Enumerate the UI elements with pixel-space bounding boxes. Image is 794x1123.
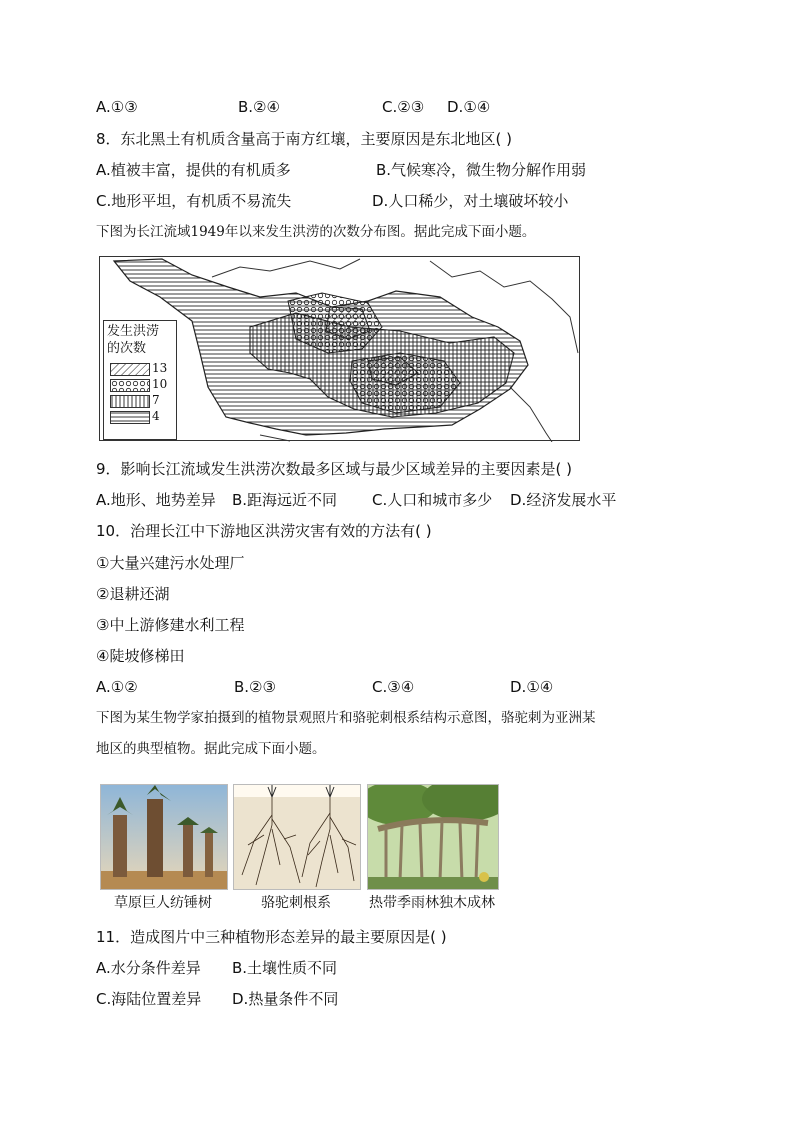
q11-option-a: A.水分条件差异 bbox=[96, 959, 201, 977]
q11-option-b: B.土壤性质不同 bbox=[232, 959, 338, 977]
q7-option-b: B.②④ bbox=[238, 98, 280, 116]
q9-option-b: B.距海远近不同 bbox=[232, 491, 338, 509]
q9-stem: 9．影响长江流域发生洪涝次数最多区域与最少区域差异的主要因素是( ) bbox=[96, 460, 573, 478]
q10-option-d: D.①④ bbox=[510, 678, 554, 696]
legend-level-10: 10 bbox=[152, 377, 168, 391]
q10-item-4: ④陡坡修梯田 bbox=[96, 647, 185, 665]
q10-item-3: ③中上游修建水利工程 bbox=[96, 616, 245, 634]
legend-swatch-4 bbox=[110, 411, 150, 424]
legend-swatch-10 bbox=[110, 379, 150, 392]
q11-option-c: C.海陆位置差异 bbox=[96, 990, 202, 1008]
q11-stem: 11．造成图片中三种植物形态差异的最主要原因是( ) bbox=[96, 928, 447, 946]
banyan-forest-photo bbox=[367, 784, 499, 890]
border-line bbox=[260, 435, 290, 441]
q10-stem: 10．治理长江中下游地区洪涝灾害有效的方法有( ) bbox=[96, 522, 432, 540]
map-legend bbox=[103, 320, 177, 440]
intro-flood-map: 下图为长江流域1949年以来发生洪涝的次数分布图。据此完成下面小题。 bbox=[96, 224, 536, 240]
legend-title bbox=[107, 323, 159, 357]
legend-title-line-2: 的次数 bbox=[107, 341, 147, 356]
q10-option-c: C.③④ bbox=[372, 678, 415, 696]
q7-option-a: A.①③ bbox=[96, 98, 138, 116]
legend-level-7: 7 bbox=[152, 393, 160, 407]
q7-option-d: D.①④ bbox=[447, 98, 491, 116]
baobab-photo bbox=[100, 784, 228, 890]
border-line bbox=[212, 259, 360, 277]
q9-option-a: A.地形、地势差异 bbox=[96, 491, 216, 509]
q7-option-c: C.②③ bbox=[382, 98, 425, 116]
q10-item-1: ①大量兴建污水处理厂 bbox=[96, 554, 245, 572]
q10-option-b: B.②③ bbox=[234, 678, 276, 696]
intro-plants-line-1: 下图为某生物学家拍摄到的植物景观照片和骆驼刺根系结构示意图，骆驼刺为亚洲某 bbox=[96, 710, 596, 726]
q10-option-a: A.①② bbox=[96, 678, 138, 696]
q8-option-a: A.植被丰富，提供的有机质多 bbox=[96, 161, 291, 179]
q8-stem: 8．东北黑土有机质含量高于南方红壤，主要原因是东北地区( ) bbox=[96, 130, 513, 148]
caption-camelthorn: 骆驼刺根系 bbox=[261, 895, 331, 911]
q9-option-c: C.人口和城市多少 bbox=[372, 491, 493, 509]
intro-plants-line-2: 地区的典型植物。据此完成下面小题。 bbox=[96, 741, 326, 757]
legend-level-13: 13 bbox=[152, 361, 168, 375]
q9-option-d: D.经济发展水平 bbox=[510, 491, 617, 509]
legend-swatch-7 bbox=[110, 395, 150, 408]
q11-option-d: D.热量条件不同 bbox=[232, 990, 339, 1008]
q8-option-c: C.地形平坦，有机质不易流失 bbox=[96, 192, 292, 210]
q8-option-b: B.气候寒冷，微生物分解作用弱 bbox=[376, 161, 587, 179]
legend-swatch-13 bbox=[110, 363, 150, 376]
caption-banyan: 热带季雨林独木成林 bbox=[369, 895, 495, 911]
q8-option-d: D.人口稀少，对土壤破坏较小 bbox=[372, 192, 569, 210]
q10-item-2: ②退耕还湖 bbox=[96, 585, 170, 603]
caption-baobab: 草原巨人纺锤树 bbox=[114, 895, 212, 911]
coast-line bbox=[510, 387, 552, 442]
legend-title-line-1: 发生洪涝 bbox=[107, 324, 160, 339]
legend-level-4: 4 bbox=[152, 409, 160, 423]
camelthorn-roots-drawing bbox=[233, 784, 361, 890]
